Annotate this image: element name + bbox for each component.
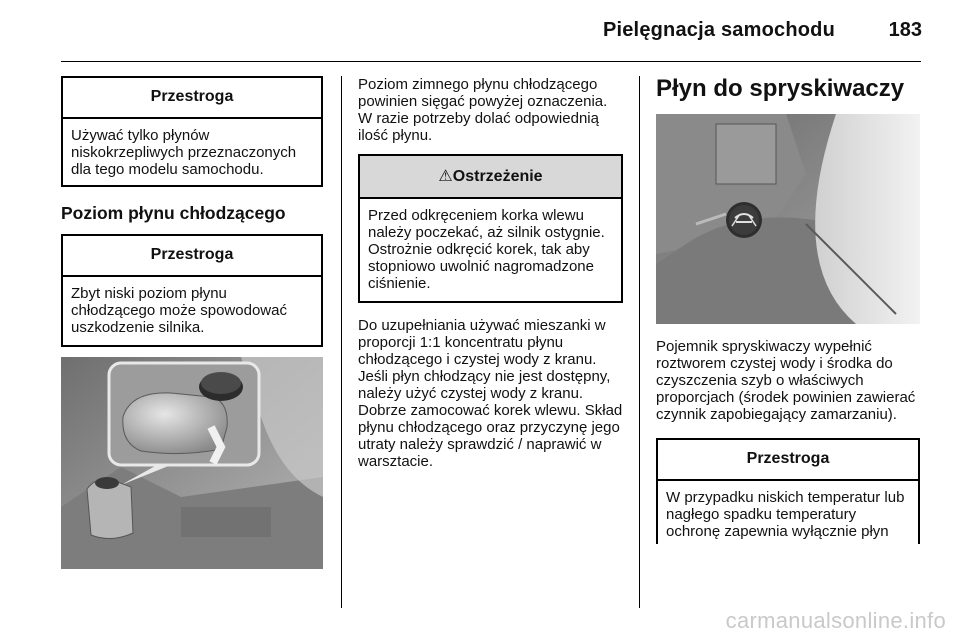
washer-fluid-instructions: Pojemnik spryskiwaczy wypełnić roztworem czystej wody i środka do czyszczenia szyb o właściwych proporcjach (środek powinien zawierać czynnik zapobiegający zamarzaniu). [656, 338, 916, 423]
warning-box [358, 154, 623, 303]
caution-title: Przestroga [63, 236, 321, 277]
section-heading-washer-fluid: Płyn do spryskiwaczy [656, 75, 905, 102]
column-2 [358, 76, 623, 470]
caution-text: W przypadku niskich temperatur lub nagłego spadku temperatury ochronę zapewnia wyłącznie płyn [666, 489, 905, 540]
caution-title: Przestroga [63, 78, 321, 119]
page-header-title: Pielęgnacja samochodu [602, 19, 835, 41]
caution-box-low-temperature [656, 438, 920, 544]
page-number: 183 [888, 19, 922, 41]
caution-box-antifreeze [61, 76, 323, 187]
coolant-reservoir-photo [61, 357, 323, 569]
warning-title: Ostrzeżenie [452, 168, 543, 185]
column-divider-right [639, 76, 640, 608]
warning-triangle-icon: ⚠ [438, 168, 453, 185]
warning-header [360, 156, 621, 199]
column-3 [656, 76, 920, 544]
column-divider-left [341, 76, 342, 608]
header-divider [61, 61, 921, 62]
caution-box-low-coolant [61, 234, 323, 347]
section-heading-coolant-level: Poziom płynu chłodzącego [61, 203, 286, 223]
column-1 [61, 76, 323, 569]
warning-text: Przed odkręceniem korka wlewu należy poczekać, aż silnik ostygnie. Ostrożnie odkręcić korek, tak aby stopniowo uwolnić nagromadzone ciśnienie. [368, 207, 605, 292]
caution-text: Używać tylko płynów niskokrzepliwych przeznaczonych dla tego modelu samochodu. [71, 127, 297, 178]
coolant-level-intro: Poziom zimnego płynu chłodzącego powinien sięgać powyżej oznaczenia. W razie potrzeby dolać odpowiednią ilość płynu. [358, 76, 608, 144]
washer-reservoir-photo [656, 114, 920, 324]
caution-title: Przestroga [658, 440, 918, 481]
watermark: carmanualsonline.info [725, 608, 946, 633]
caution-text: Zbyt niski poziom płynu chłodzącego może spowodować uszkodzenie silnika. [71, 285, 287, 336]
coolant-mixing-instructions: Do uzupełniania używać mieszanki w proporcji 1:1 koncentratu płynu chłodzącego i czystej wody z kranu. Jeśli płyn chłodzący nie jest dostępny, należy użyć czystej wody z kranu. Dobrze zamocować korek wlewu. Skład płynu chłodzącego oraz przyczynę jego utraty należy sprawdzić / naprawić w warsztacie. [358, 317, 623, 470]
